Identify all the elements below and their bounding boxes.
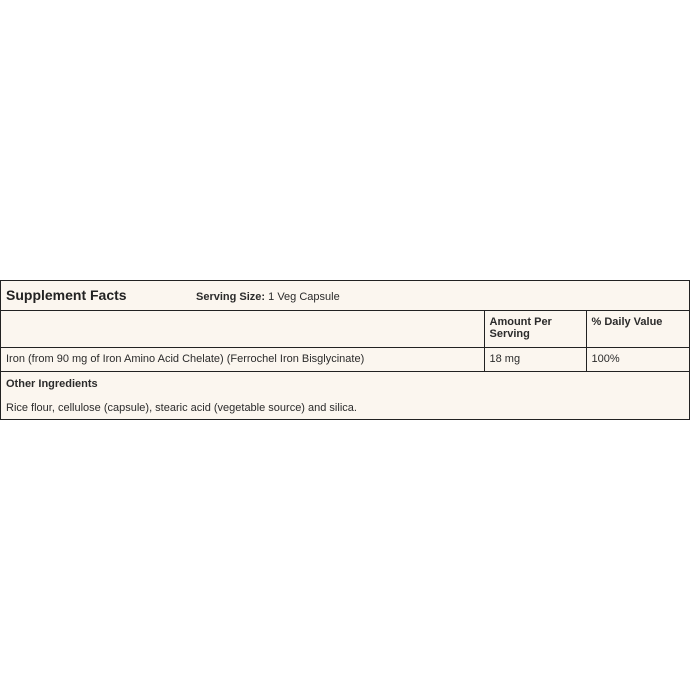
panel-title: Supplement Facts: [6, 287, 127, 304]
daily-value-header: % Daily Value: [586, 310, 689, 347]
serving-size-value: 1 Veg Capsule: [268, 291, 340, 304]
title-row: [1, 281, 689, 310]
facts-table: [1, 281, 689, 372]
nutrient-amount: 18 mg: [484, 347, 586, 371]
supplement-facts-panel: [0, 280, 690, 420]
other-ingredients-text: Rice flour, cellulose (capsule), stearic acid (vegetable source) and silica.: [6, 401, 357, 414]
serving-size-label: Serving Size:: [196, 291, 266, 304]
table-row: [1, 347, 689, 371]
nutrient-daily-value: 100%: [586, 347, 689, 371]
title-cell: [1, 281, 689, 310]
column-header-row: [1, 310, 689, 347]
amount-header: Amount Per Serving: [484, 310, 586, 347]
other-ingredients-title: Other Ingredients: [6, 377, 98, 390]
nutrient-header-empty: [1, 310, 484, 347]
other-ingredients-section: [1, 372, 689, 414]
nutrient-name: Iron (from 90 mg of Iron Amino Acid Chelate) (Ferrochel Iron Bisglycinate): [1, 347, 484, 371]
